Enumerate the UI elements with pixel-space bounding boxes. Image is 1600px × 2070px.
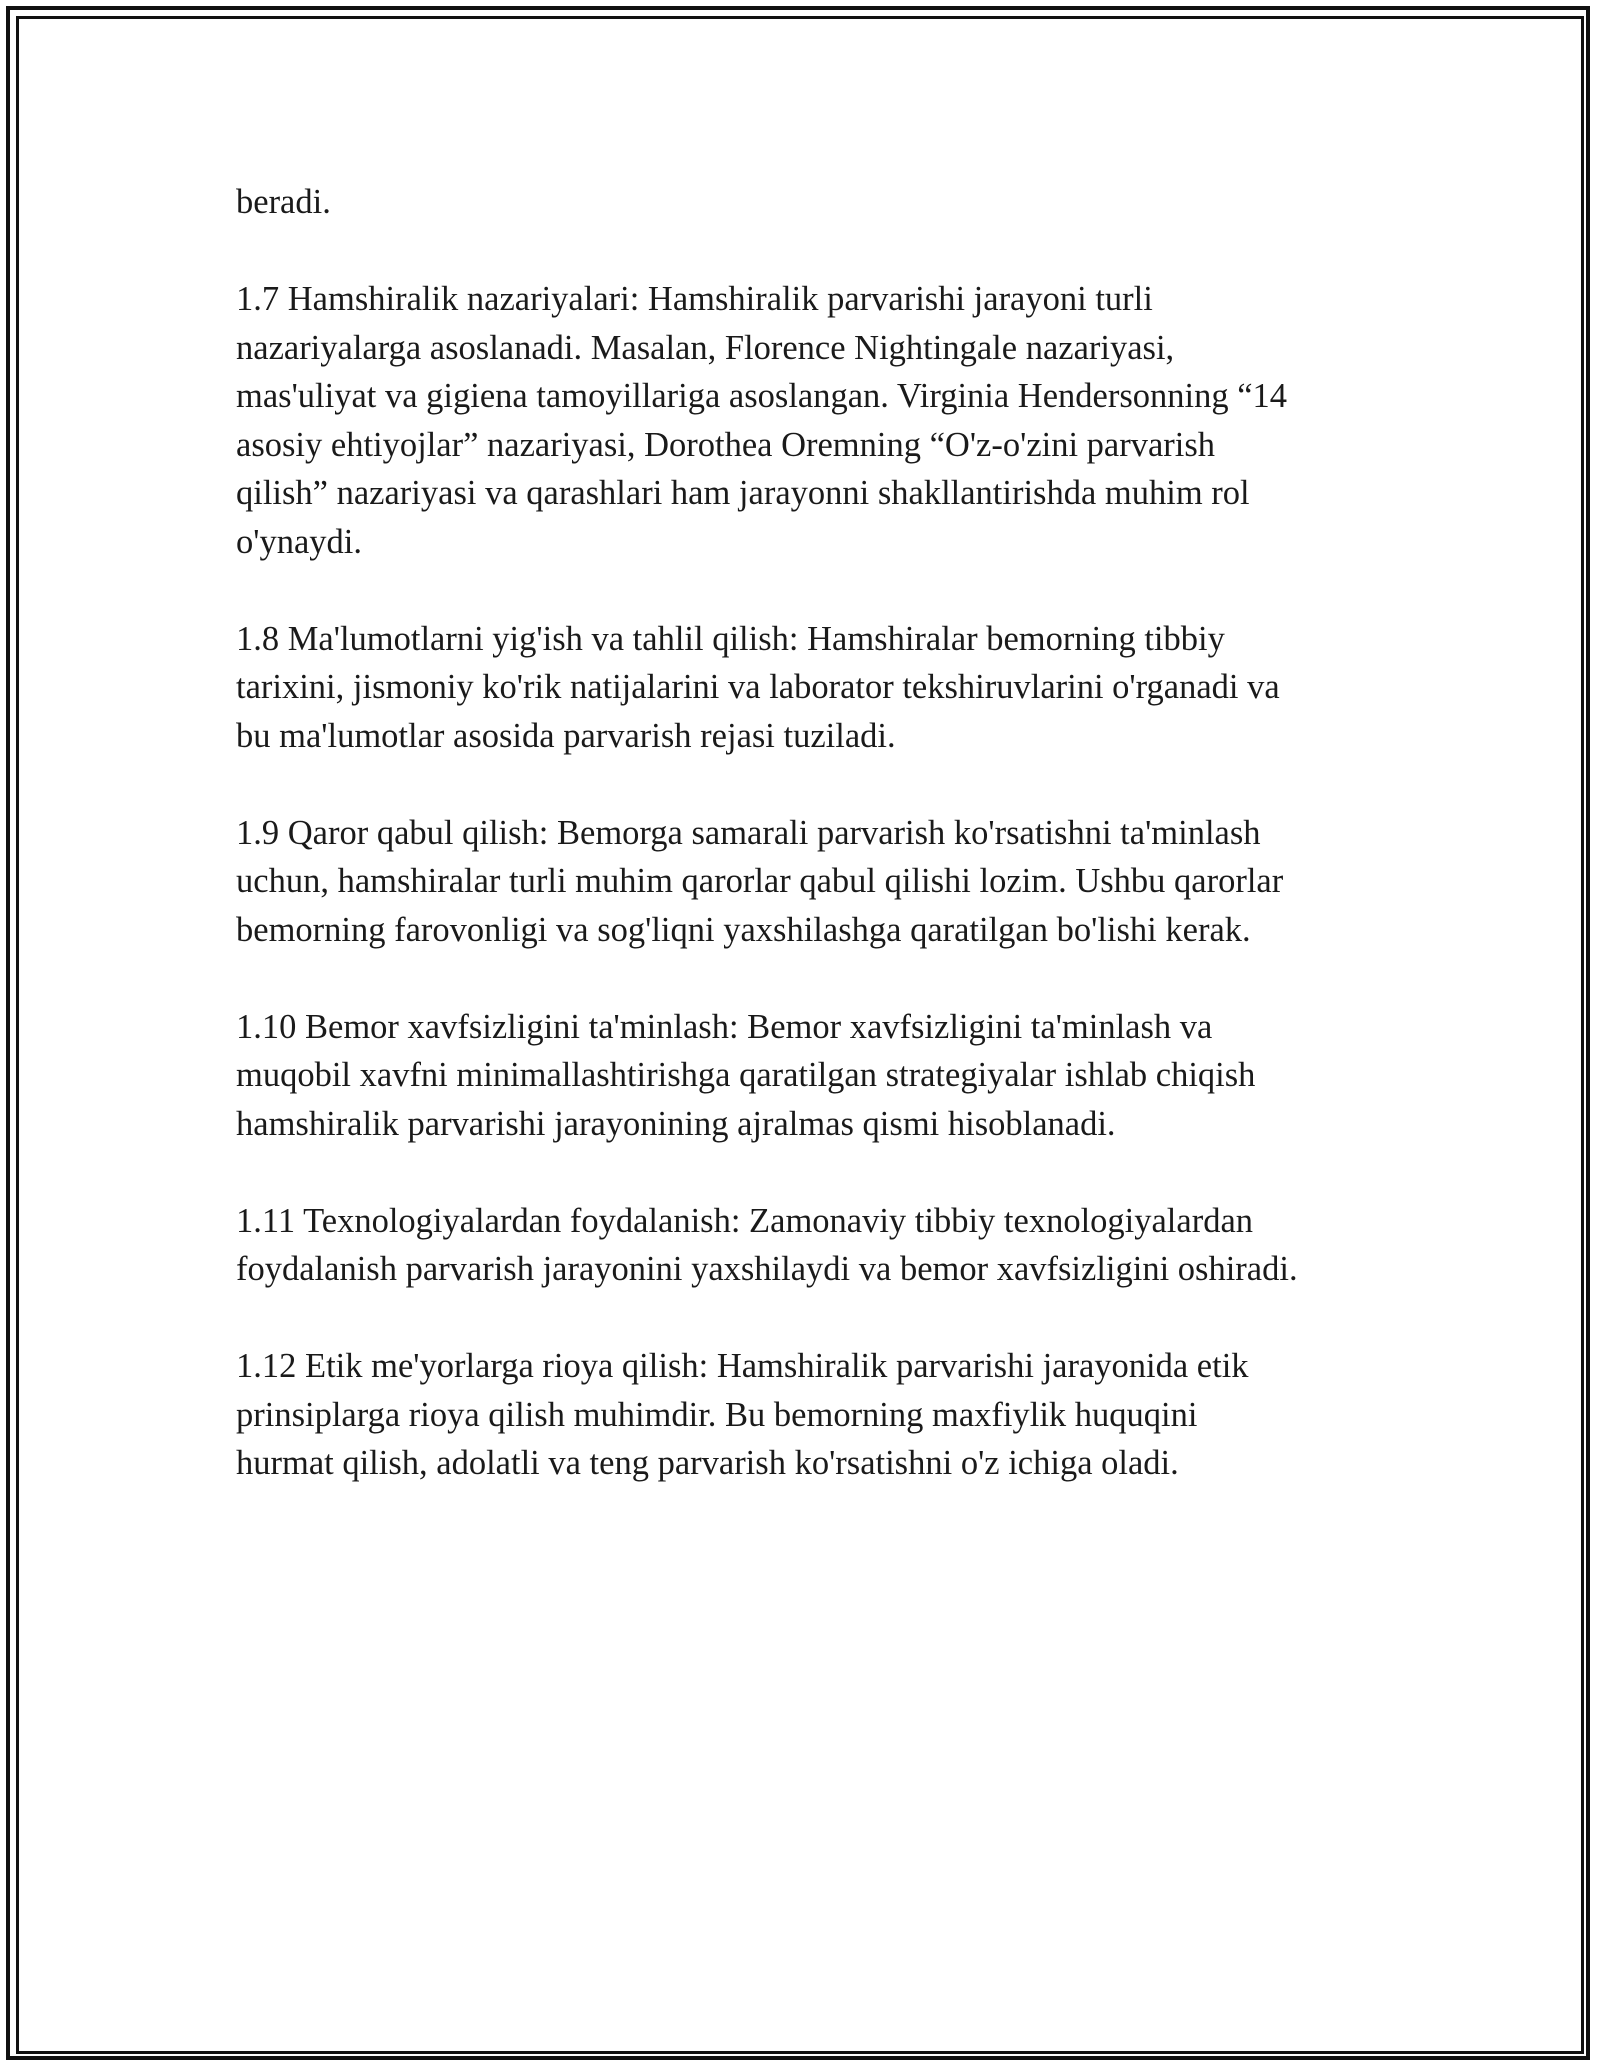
paragraph-1-11-technology-use: 1.11 Texnologiyalardan foydalanish: Zamonaviy tibbiy texnologiyalardan foydalanish parvarish jarayonini yaxshilaydi va bemor xavfsizligini oshiradi.	[236, 1201, 1298, 1288]
paragraph-1-7-nursing-theories: 1.7 Hamshiralik nazariyalari: Hamshiralik parvarishi jarayoni turli nazariyalarga asoslanadi. Masalan, Florence Nightingale nazariyasi, mas'uliyat va gigiena tamoyillariga asoslangan. Virginia Hendersonning “14 asosiy ehtiyojlar” nazariyasi, Dorothea Oremning “O'z-o'zini parvarish qilish” nazariyasi va qarashlari ham jarayonni shakllantirishda muhim rol o'ynaydi.	[236, 280, 1288, 561]
paragraph-1-8-data-collection: 1.8 Ma'lumotlarni yig'ish va tahlil qilish: Hamshiralar bemorning tibbiy tarixini, jismoniy ko'rik natijalarini va laborator tekshiruvlarini o'rganadi va bu ma'lumotlar asosida parvarish rejasi tuziladi.	[236, 619, 1280, 755]
paragraph-1-12-ethics: 1.12 Etik me'yorlarga rioya qilish: Hamshiralik parvarishi jarayonida etik prinsiplarga rioya qilish muhimdir. Bu bemorning maxfiylik huquqini hurmat qilish, adolatli va teng parvarish ko'rsatishni o'z ichiga oladi.	[236, 1347, 1249, 1482]
page-body	[236, 178, 1386, 1536]
paragraph-continuation: beradi.	[236, 183, 331, 221]
paragraph-1-9-decision-making: 1.9 Qaror qabul qilish: Bemorga samarali parvarish ko'rsatishni ta'minlash uchun, hamshiralar turli muhim qarorlar qabul qilishi lozim. Ushbu qarorlar bemorning farovonligi va sog'liqni yaxshilashga qaratilgan bo'lishi kerak.	[236, 813, 1284, 949]
paragraph-1-10-patient-safety: 1.10 Bemor xavfsizligini ta'minlash: Bemor xavfsizligini ta'minlash va muqobil xavfni minimallashtirishga qaratilgan strategiyalar ishlab chiqish hamshiralik parvarishi jarayonining ajralmas qismi hisoblanadi.	[236, 1007, 1256, 1143]
